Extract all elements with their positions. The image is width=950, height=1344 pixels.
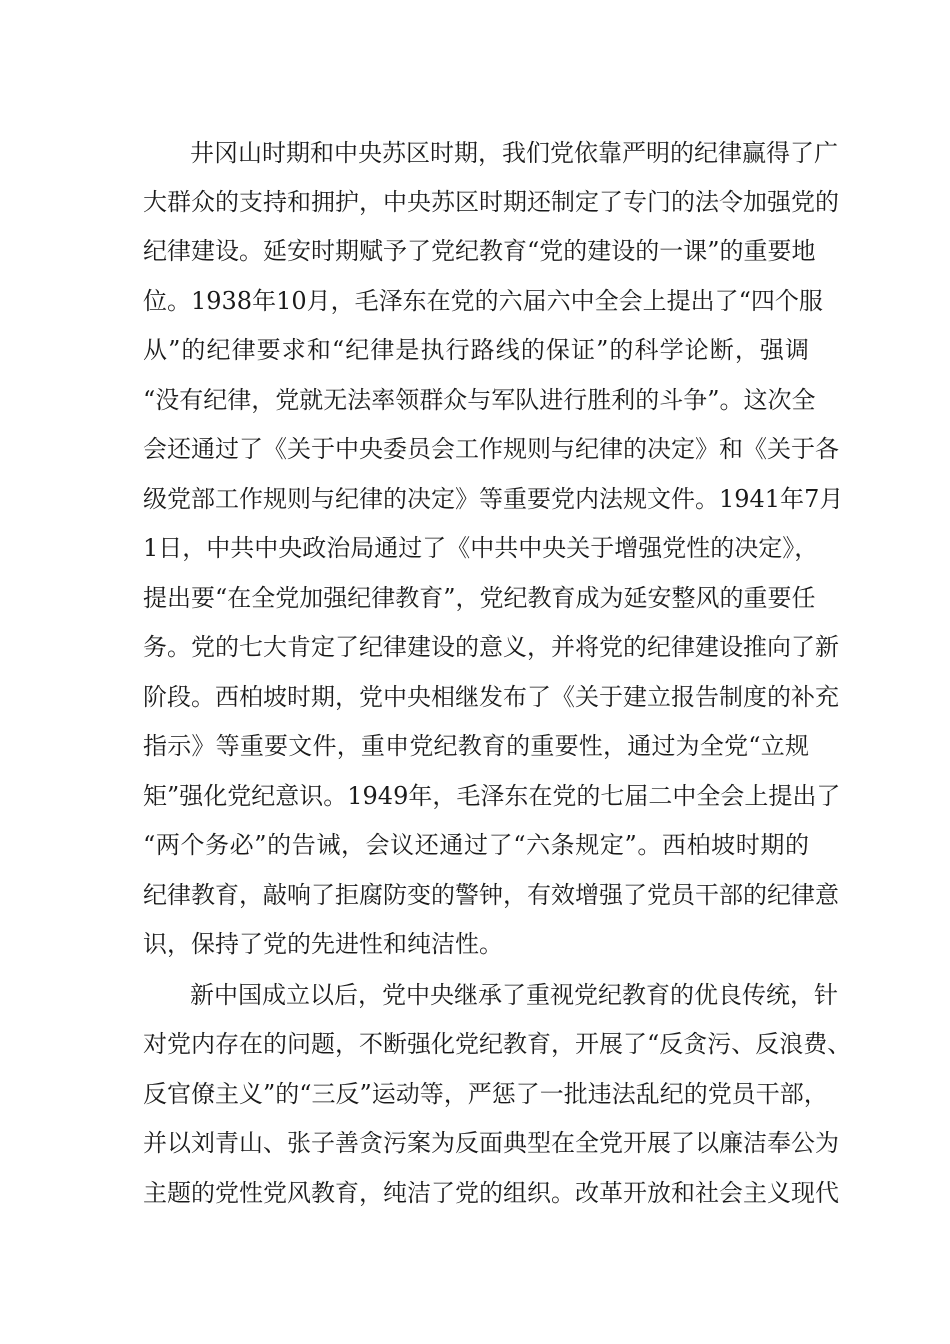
text-line: 矩”强化党纪意识。1949年，毛泽东在党的七届二中全会上提出了: [143, 782, 841, 810]
text-line: 新中国成立以后，党中央继承了重视党纪教育的优良传统，针: [190, 981, 838, 1009]
text-line: 级党部工作规则与纪律的决定》等重要党内法规文件。1941年7月: [143, 485, 844, 513]
text-line: 从”的纪律要求和“纪律是执行路线的保证”的科学论断，强调: [143, 336, 809, 364]
text-line: 大群众的支持和拥护，中央苏区时期还制定了专门的法令加强党的: [143, 188, 839, 216]
text-line: 并以刘青山、张子善贪污案为反面典型在全党开展了以廉洁奉公为: [143, 1129, 839, 1157]
text-line: 会还通过了《关于中央委员会工作规则与纪律的决定》和《关于各: [143, 435, 839, 463]
text-line: 纪律教育，敲响了拒腐防变的警钟，有效增强了党员干部的纪律意: [143, 881, 839, 909]
text-line: “两个务必”的告诫，会议还通过了“六条规定”。西柏坡时期的: [143, 831, 809, 859]
text-line: 提出要“在全党加强纪律教育”，党纪教育成为延安整风的重要任: [143, 584, 816, 612]
text-line: 1日，中共中央政治局通过了《中共中央关于增强党性的决定》，: [143, 534, 819, 562]
text-line: 主题的党性党风教育，纯洁了党的组织。改革开放和社会主义现代: [143, 1179, 839, 1207]
text-line: “没有纪律，党就无法率领群众与军队进行胜利的斗争”。这次全: [143, 386, 816, 414]
text-line: 识，保持了党的先进性和纯洁性。: [143, 930, 503, 958]
text-line: 务。党的七大肯定了纪律建设的意义，并将党的纪律建设推向了新: [143, 633, 839, 661]
text-line: 位。1938年10月，毛泽东在党的六届六中全会上提出了“四个服: [143, 287, 823, 315]
text-line: 井冈山时期和中央苏区时期，我们党依靠严明的纪律赢得了广: [190, 139, 838, 167]
text-line: 指示》等重要文件，重申党纪教育的重要性，通过为全党“立规: [143, 732, 809, 760]
text-line: 纪律建设。延安时期赋予了党纪教育“党的建设的一课”的重要地: [143, 237, 816, 265]
text-line: 对党内存在的问题，不断强化党纪教育，开展了“反贪污、反浪费、: [143, 1030, 852, 1058]
text-line: 阶段。西柏坡时期，党中央相继发布了《关于建立报告制度的补充: [143, 683, 839, 711]
text-line: 反官僚主义”的“三反”运动等，严惩了一批违法乱纪的党员干部，: [143, 1080, 828, 1108]
